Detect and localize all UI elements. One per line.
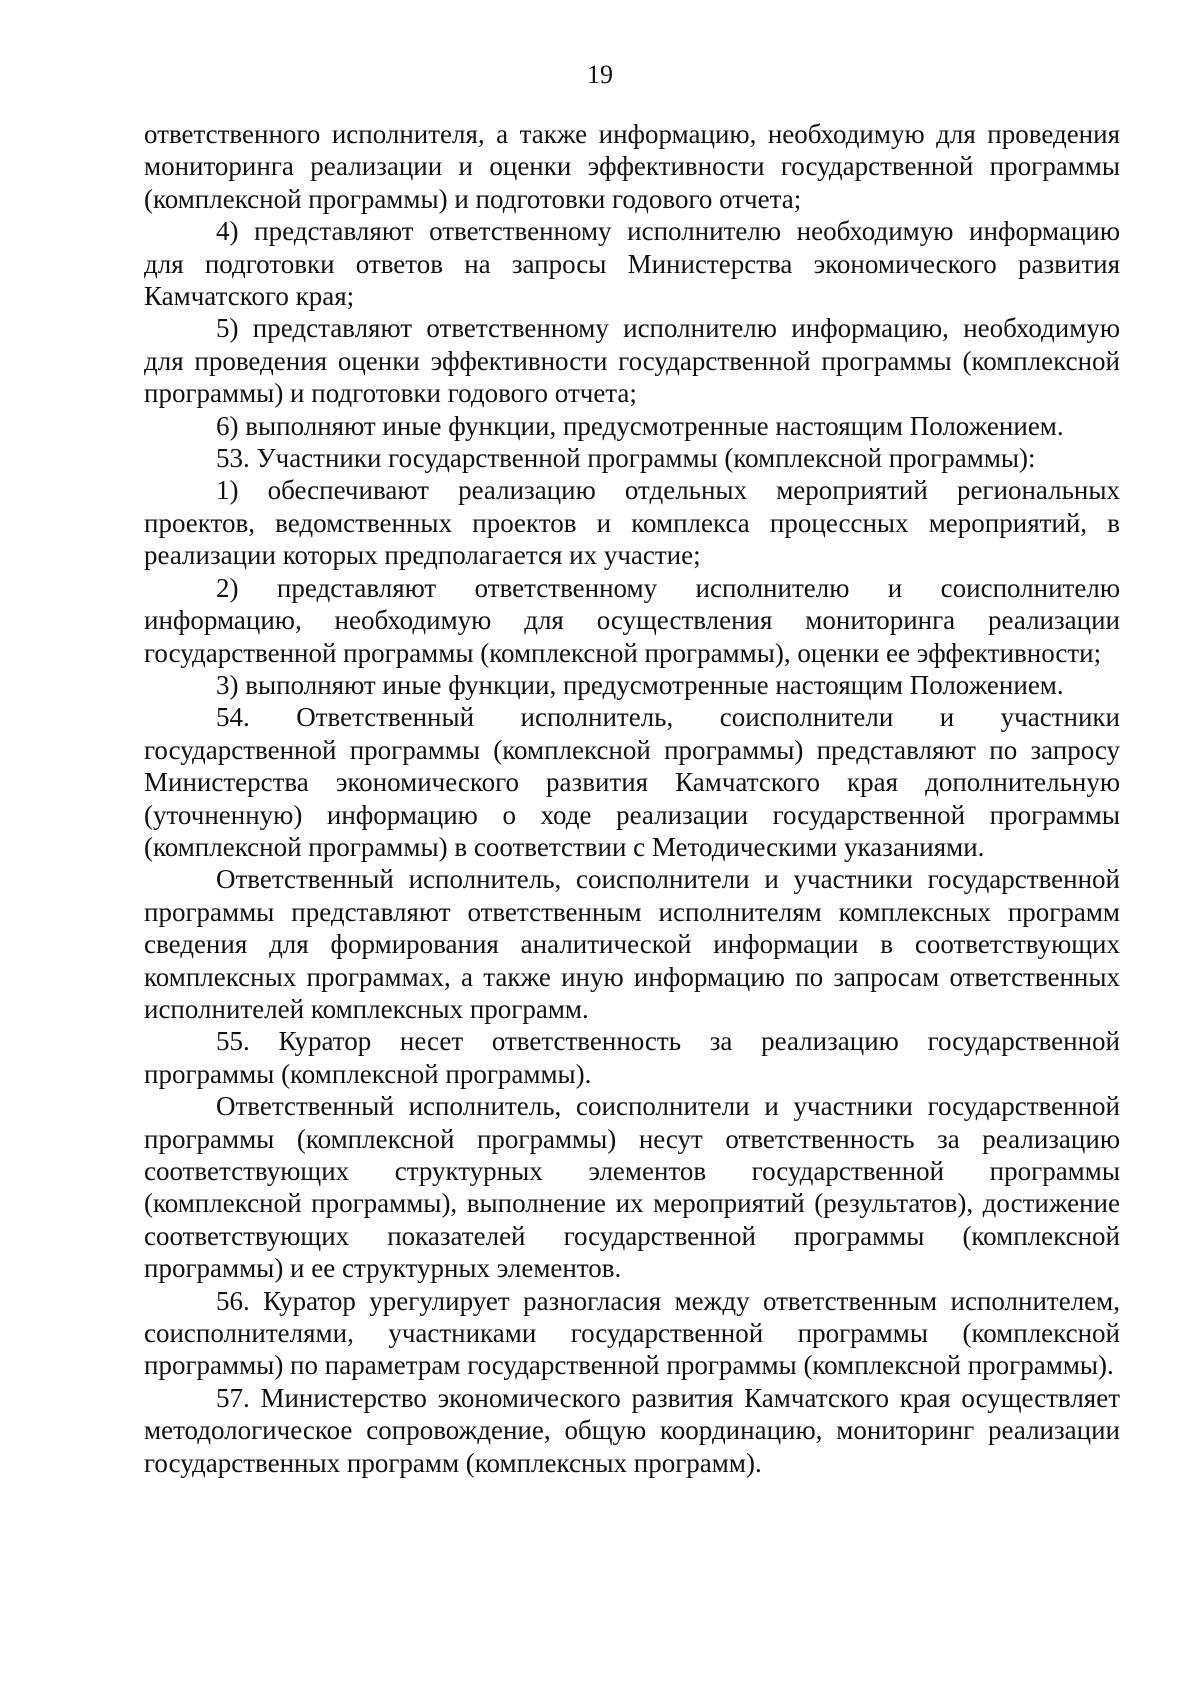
paragraph-continuation: ответственного исполнителя, а также информацию, необходимую для проведения мониторинга реализации и оценки эффективности государственной программы (комплексной программы) и подготовки годового отчета; (144, 119, 1120, 214)
document-body (144, 118, 1120, 1479)
paragraph-53: 53. Участники государственной программы (комплексной программы): (216, 443, 1036, 474)
paragraph-item-4: 4) представляют ответственному исполнителю необходимую информацию для подготовки ответов на запросы Министерства экономического развития Камчатского края; (144, 216, 1120, 312)
paragraph-item-6: 6) выполняют иные функции, предусмотренные настоящим Положением. (216, 410, 1064, 441)
paragraph-item-5: 5) представляют ответственному исполнителю информацию, необходимую для проведения оценки эффективности государственной программы (комплексной программы) и подготовки годового отчета; (144, 313, 1120, 409)
paragraph-55-continued: Ответственный исполнитель, соисполнители и участники государственной программы (комплексной программы) несут ответственность за реализацию соответствующих структурных элементов государственной программы (комплексной программы), выполнение их мероприятий (результатов), достижение соответствующих показателей государственной программы (комплексной программы) и ее структурных элементов. (144, 1091, 1120, 1284)
paragraph-54: 54. Ответственный исполнитель, соисполнители и участники государственной программы (комплексной программы) представляют по запросу Министерства экономического развития Камчатского края дополнительную (уточненную) информацию о ходе реализации государственной программы (комплексной программы) в соответствии с Методическими указаниями. (144, 702, 1120, 862)
paragraph-55: 55. Куратор несет ответственность за реализацию государственной программы (комплексной программы). (144, 1026, 1120, 1089)
paragraph-54-continued: Ответственный исполнитель, соисполнители и участники государственной программы представляют ответственным исполнителям комплексных программ сведения для формирования аналитической информации в соответствующих комплексных программах, а также иную информацию по запросам ответственных исполнителей комплексных программ. (144, 864, 1120, 1024)
paragraph-57: 57. Министерство экономического развития Камчатского края осуществляет методологическое сопровождение, общую координацию, мониторинг реализации государственных программ (комплексных программ). (144, 1382, 1120, 1478)
paragraph-53-item-2: 2) представляют ответственному исполнителю и соисполнителю информацию, необходимую для осуществления мониторинга реализации государственной программы (комплексной программы), оценки ее эффективности; (144, 572, 1120, 668)
paragraph-53-item-1: 1) обеспечивают реализацию отдельных мероприятий региональных проектов, ведомственных проектов и комплекса процессных мероприятий, в реализации которых предполагается их участие; (144, 475, 1120, 571)
paragraph-56: 56. Куратор урегулирует разногласия между ответственным исполнителем, соисполнителями, участниками государственной программы (комплексной программы) по параметрам государственной программы (комплексной программы). (144, 1285, 1120, 1381)
paragraph-53-item-3: 3) выполняют иные функции, предусмотренные настоящим Положением. (216, 669, 1064, 700)
page-number: 19 (587, 60, 613, 89)
